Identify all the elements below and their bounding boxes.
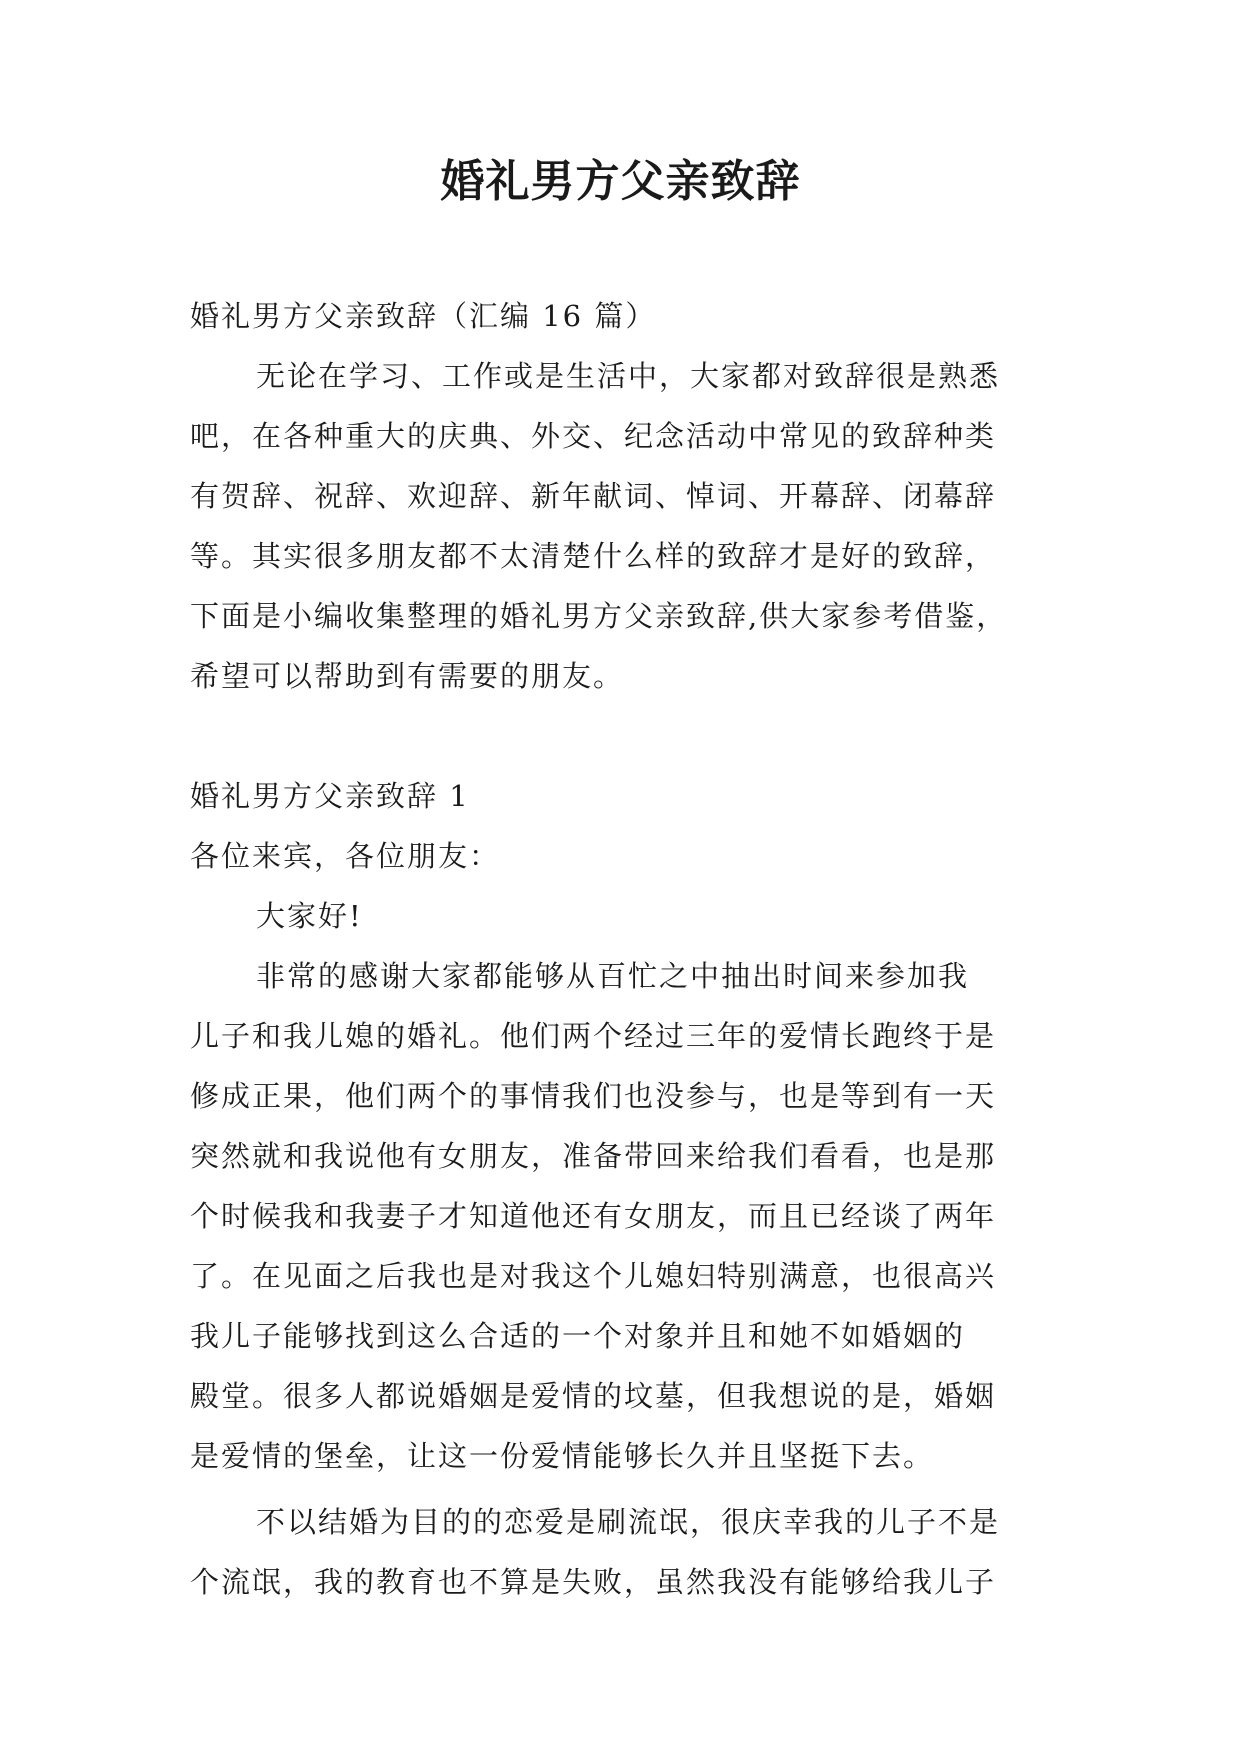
paragraph-line: 个流氓，我的教育也不算是失败，虽然我没有能够给我儿子: [190, 1565, 997, 1599]
paragraph-line: 殿堂。很多人都说婚姻是爱情的坟墓，但我想说的是，婚姻: [190, 1379, 997, 1413]
paragraph-line: 我儿子能够找到这么合适的一个对象并且和她不如婚姻的: [190, 1319, 966, 1353]
salutation: 各位来宾，各位朋友：: [190, 839, 501, 873]
intro-line: 无论在学习、工作或是生活中，大家都对致辞很是熟悉: [256, 359, 1001, 393]
paragraph-line: 不以结婚为目的的恋爱是刷流氓，很庆幸我的儿子不是: [256, 1505, 1001, 1539]
intro-line: 希望可以帮助到有需要的朋友。: [190, 659, 625, 693]
paragraph-gap: [190, 706, 1060, 766]
body-paragraph-2: [190, 1492, 1060, 1612]
paragraph-line: 非常的感谢大家都能够从百忙之中抽出时间来参加我: [256, 959, 970, 993]
intro-line: 等。其实很多朋友都不太清楚什么样的致辞才是好的致辞，: [190, 539, 997, 573]
document-subtitle: 婚礼男方父亲致辞（汇编 16 篇）: [190, 299, 657, 333]
document-body: [190, 286, 1060, 1612]
paragraph-line: 是爱情的堡垒，让这一份爱情能够长久并且坚挺下去。: [190, 1439, 935, 1473]
intro-line: 有贺辞、祝辞、欢迎辞、新年献词、悼词、开幕辞、闭幕辞: [190, 479, 997, 513]
paragraph-line: 修成正果，他们两个的事情我们也没参与，也是等到有一天: [190, 1079, 997, 1113]
paragraph-line: 了。在见面之后我也是对我这个儿媳妇特别满意，也很高兴: [190, 1259, 997, 1293]
document-title: 婚礼男方父亲致辞: [440, 156, 801, 207]
intro-line: 下面是小编收集整理的婚礼男方父亲致辞,供大家参考借鉴，: [190, 599, 1008, 633]
paragraph-line: 个时候我和我妻子才知道他还有女朋友，而且已经谈了两年: [190, 1199, 997, 1233]
intro-paragraph: [190, 346, 1060, 706]
body-paragraph-1: [190, 946, 1060, 1486]
intro-line: 吧，在各种重大的庆典、外交、纪念活动中常见的致辞种类: [190, 419, 997, 453]
section-heading: 婚礼男方父亲致辞 1: [190, 779, 470, 813]
greeting: 大家好!: [256, 899, 363, 933]
paragraph-line: 儿子和我儿媳的婚礼。他们两个经过三年的爱情长跑终于是: [190, 1019, 997, 1053]
paragraph-line: 突然就和我说他有女朋友，准备带回来给我们看看，也是那: [190, 1139, 997, 1173]
